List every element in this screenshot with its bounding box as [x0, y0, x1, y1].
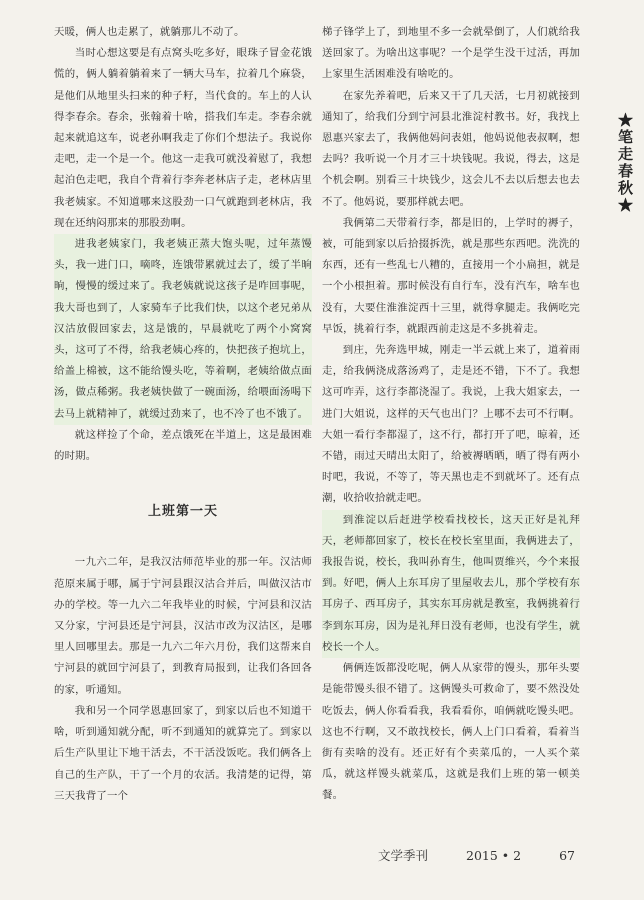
paragraph: 我和另一个同学恩惠回家了，到家以后也不知道干啥，听到通知就分配，听不到通知的就算完了。到家以后生产队里让下地干活去，不干活没饭吃。我们俩各上自己的生产队，干了一个月的农活。我清楚的记得，第三天我背了一个: [54, 704, 312, 802]
journal-name: 文学季刊: [378, 848, 429, 863]
paragraph: 一九六二年，是我汉沽师范毕业的那一年。汉沽师范原来属于哪，属于宁河县跟汉沽合并后，叫做汉沽市办的学校。等一九六二年我毕业的时候，宁河县和汉沽又分家，宁河县还是宁河县，汉沽市改为汉沽区，是哪里人回哪里去。那是一九六二年六月份，我们这帮来自宁河县的就回宁河县了，到教育局报到，让我们各回各的家，听通知。: [54, 556, 312, 696]
paragraph: 到庄，先奔选甲城，刚走一半云就上来了，道着雨走，给我俩浇成落汤鸡了，走是还不错，下不了。我想这可咋弄，这行李都浇湿了。我说，上我大姐家去，一进门大姐说，这样的天气也出门？上哪不去可不行啊。大姐一看行李都湿了，这不行，都打开了吧，晾着，还不错，雨过天晴出太阳了，给被褥晒晒，晒了得有两小时吧，我说，不等了，等天黑也走不到就坏了。还有点潮，收拾收拾就走吧。: [322, 344, 580, 505]
paragraph: 梯子锋学上了，到地里不多一会就晕倒了，人们就给我送回家了。为啥出这事呢？一个是学生没干过活，再加上家里生活困难没有啥吃的。: [322, 26, 580, 81]
issue-number: 2015 • 2: [466, 848, 522, 863]
section-title: 上班第一天: [147, 504, 218, 520]
left-column: [54, 22, 312, 807]
paragraph: 进我老姨家门，我老姨正蒸大饱头呢，过年蒸馒头，我一进门口，嘀咚，连饿带累就过去了，缓了半晌晌，慢慢的缓过来了。我老姨就说这孩子是咋回事呢，我大哥也到了，人家骑车子比我们快，以这个老兄弟从汉沽放假回家去，这是饿的，早晨就吃了两个小窝窝头，这可了不得，给我老姨心疼的，快把孩子抱坑上，给盖上棉被，这不能给馒头吃，等着啊，老姨给做点面汤，做点稀粥。我老姨快做了一碗面汤，给喂面汤喝下去马上就精神了，就缓过劲来了，也不冷了也不饿了。: [54, 234, 312, 425]
paragraph: 俩俩连饭都没吃呢，俩人从家带的馒头，那年头要是能带馒头很不错了。这俩馒头可救命了，要不然没处吃饭去，俩人你看看我，我看看你，咱俩就吃馒头吧。这也不行啊，又不敢找校长，俩人上门口看着，看着当街有卖啥的没有。还正好有个卖菜瓜的，一人买个菜瓜，就这样馒头就菜瓜，这就是我们上班的第一顿美餐。: [322, 662, 580, 802]
paragraph: 到淮淀以后赶进学校看找校长，这天正好是礼拜天，老师都回家了，校长在校长室里面，我俩进去了，我报告说，校长，我叫孙育生，他叫贾维兴，今个来报到。好吧，俩人上东耳房了里屋收去儿，那个学校有东耳房子、西耳房子，其实东耳房就是教室，我俩挑着行李到东耳房，因为是礼拜日没有老师，也没有学生，就校长一个人。: [322, 510, 580, 658]
paragraph: 天暖，俩人也走累了，就躺那儿不动了。: [54, 26, 245, 38]
page-footer: [378, 846, 609, 864]
paragraph: 当时心想这要是有点窝头吃多好，眼珠子冒金花饿慌的，俩人躺着躺着来了一辆大马车，拉着几个麻袋，是他们从地里头扫来的种子籽，当代食的。车上的人认得李春余。春余，张翰着十啥，搭我们车走。李春余就起来就追这车，说老孙啊我走了你们个想法子。我说你走吧，走一个是一个。他这一走我可就没着慰了，我想起泊色走吧，我自个背着行李奔老林店子走，老林店里我老姨家。不知道哪来这股劲一口气就跑到老林店，我现在还纳闷那来的那股劲啊。: [54, 47, 312, 229]
page-number: 67: [559, 848, 575, 863]
right-column: [322, 22, 580, 807]
paragraph: 我俩第二天带着行李，都是旧的，上学时的褥子，被，可能到家以后拾掇拆洗，就是那些东西吧。洗洗的东西，还有一些乱七八糟的，直接用一个小扁担，就是一个小根担着。那时候没有自行车，没有汽车，啥车也没有，大要住淮淮淀西十三里，就得拿腿走。我俩吃完早饭，挑着行李，就跟西前走这是不多挑着走。: [322, 216, 580, 335]
column-tag: ★笔走春秋★: [616, 112, 634, 214]
paragraph: 在家先养着吧，后来又干了几天活，七月初就接到通知了，给我们分到宁河县北淮淀村教书。好，我找上恩惠兴家去了，我俩他妈问表姐，他妈说他表叔啊，想去吗？我听说一个月才三十块钱呢。我说，得去，这是个机会啊。别看三十块钱少，这会儿不去以后想去也去不了。他妈说，要那样就去吧。: [322, 89, 580, 208]
paragraph: 就这样捡了个命，差点饿死在半道上，这是最困难的时期。: [54, 428, 312, 463]
